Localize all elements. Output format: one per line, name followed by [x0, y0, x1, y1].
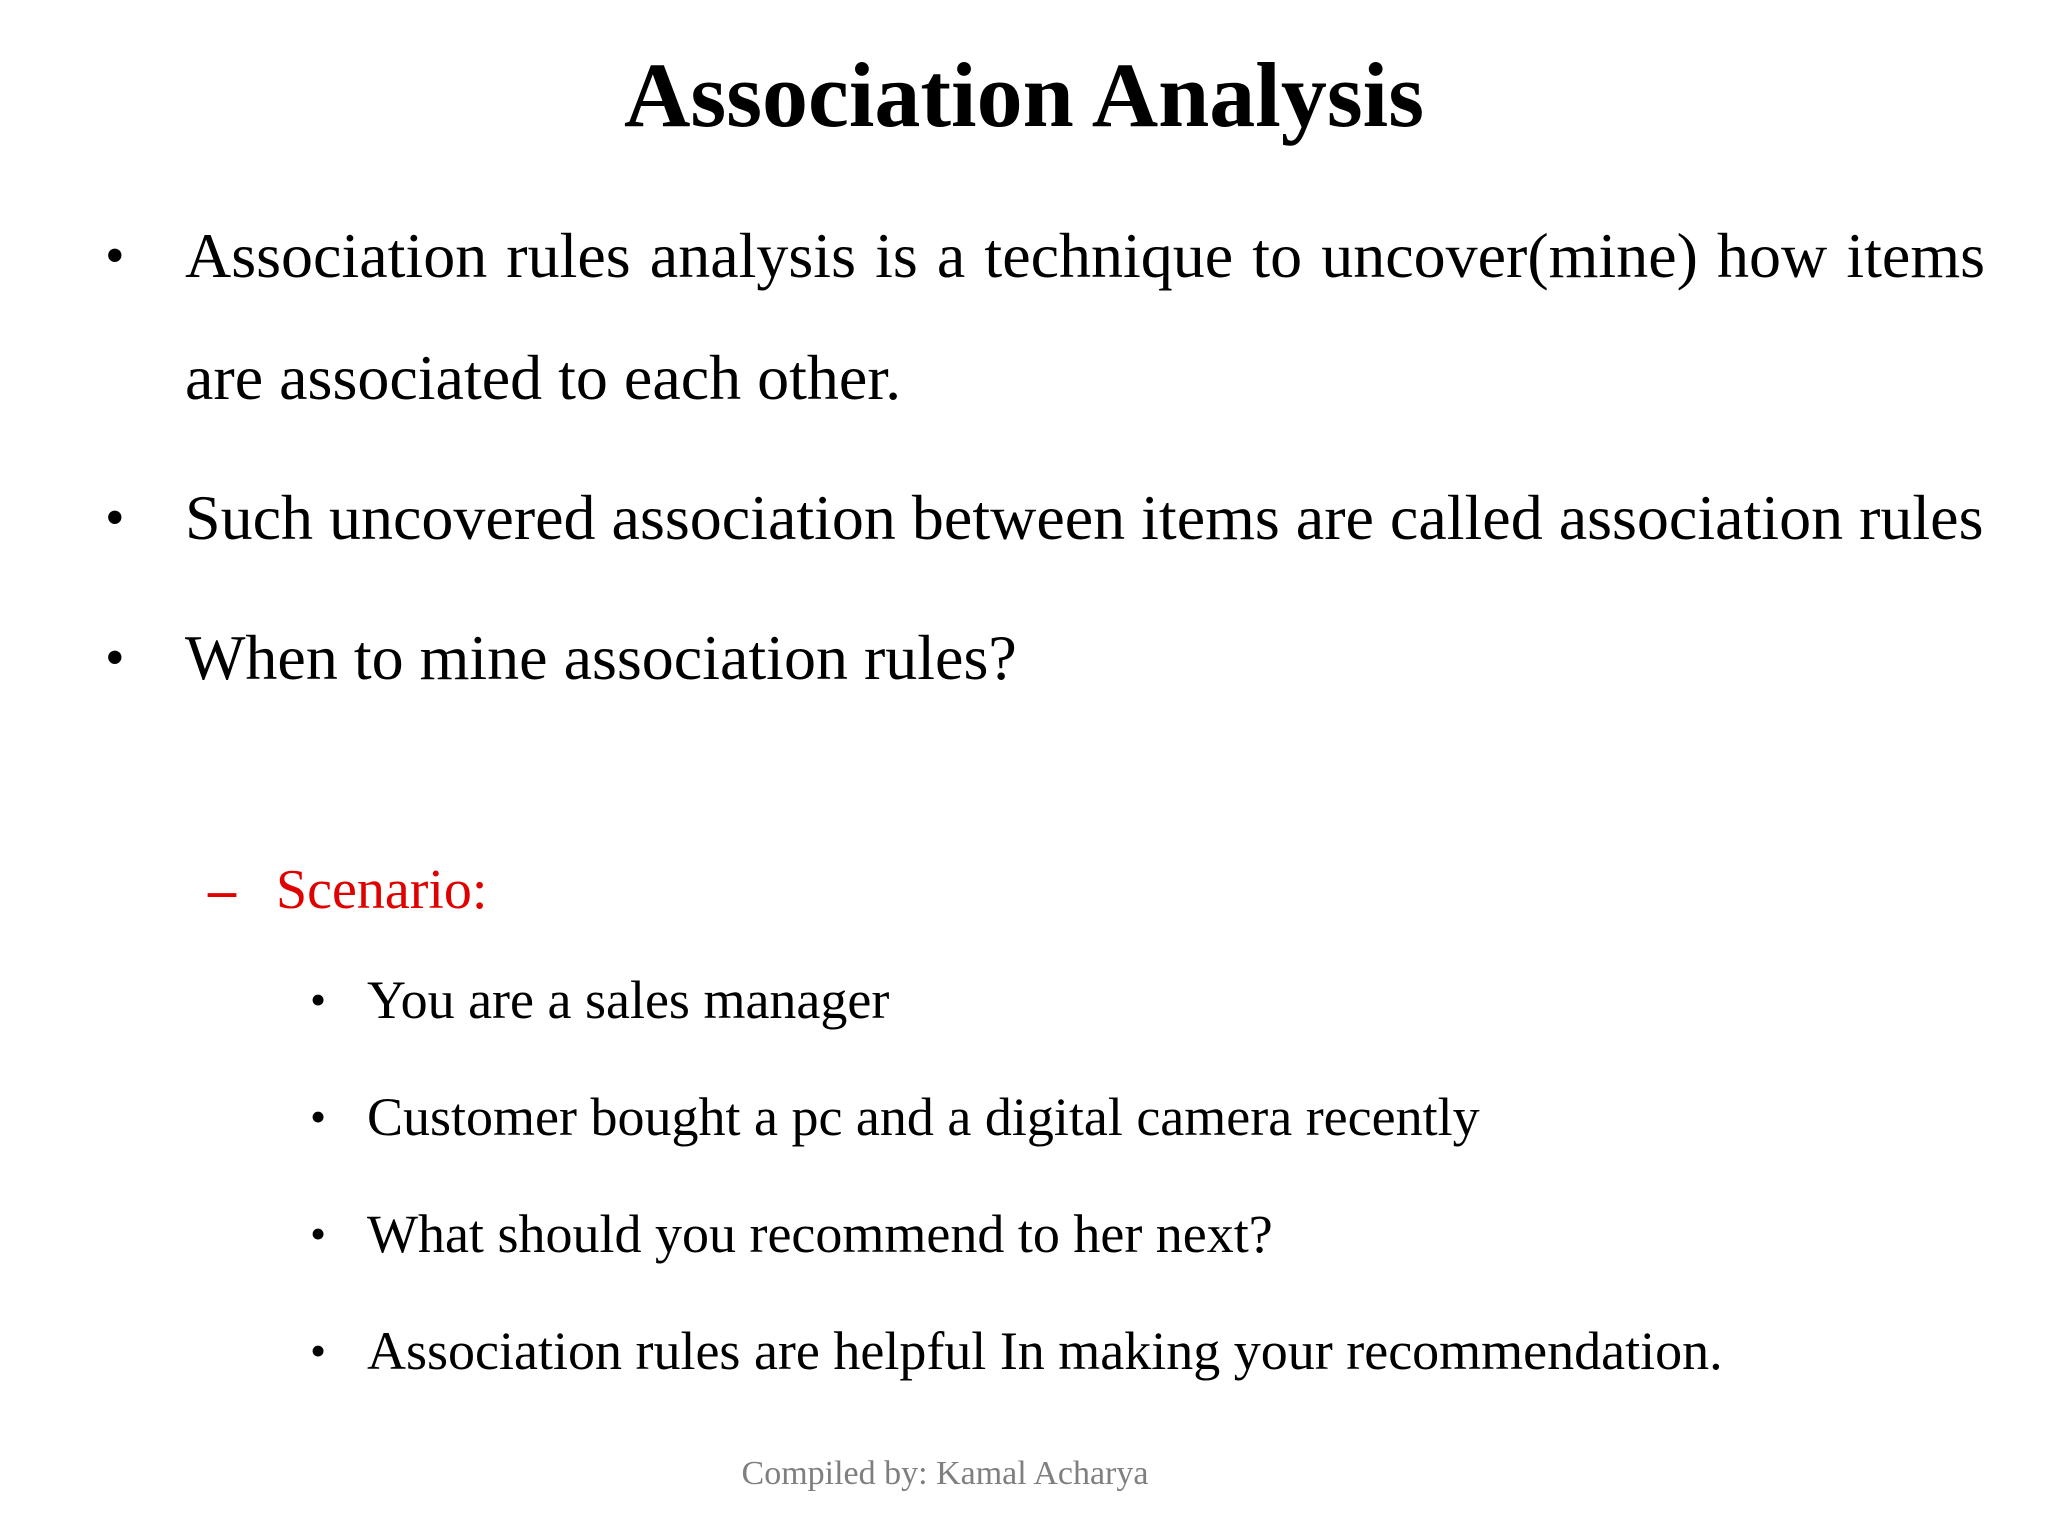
bullet-icon: •	[105, 487, 125, 549]
bullet-item	[105, 597, 1985, 719]
scenario-item-text: You are a sales manager	[367, 970, 890, 1030]
bullet-item	[105, 457, 1985, 579]
bullet-icon: •	[310, 1325, 327, 1376]
footer-credit: Compiled by: Kamal Acharya	[741, 1455, 1149, 1492]
bullet-icon: •	[310, 1208, 327, 1259]
bullet-text: Association rules analysis is a technique to uncover(mine) how items are associated to each other.	[185, 220, 1985, 413]
scenario-item	[310, 1082, 1723, 1152]
bullet-item	[105, 195, 1985, 439]
slide-title: Association Analysis	[623, 44, 1425, 146]
scenario-item	[310, 1199, 1723, 1269]
bullet-icon: •	[105, 627, 125, 689]
scenario-heading	[208, 850, 487, 930]
scenario-item	[310, 1316, 1723, 1386]
scenario-item-text: Association rules are helpful In making your recommendation.	[367, 1321, 1723, 1381]
bullet-icon: •	[310, 1091, 327, 1142]
dash-icon: –	[208, 859, 236, 921]
bullet-text: When to mine association rules?	[185, 622, 1017, 693]
scenario-item-text: What should you recommend to her next?	[367, 1204, 1273, 1264]
scenario-item-text: Customer bought a pc and a digital camera recently	[367, 1087, 1480, 1147]
scenario-label: Scenario:	[276, 859, 488, 921]
main-bullet-list	[105, 195, 1985, 737]
bullet-text: Such uncovered association between items are called association rules	[185, 482, 1984, 553]
scenario-list	[208, 850, 487, 930]
scenario-item	[310, 965, 1723, 1035]
bullet-icon: •	[310, 974, 327, 1025]
scenario-items	[310, 965, 1723, 1433]
bullet-icon: •	[105, 225, 125, 287]
